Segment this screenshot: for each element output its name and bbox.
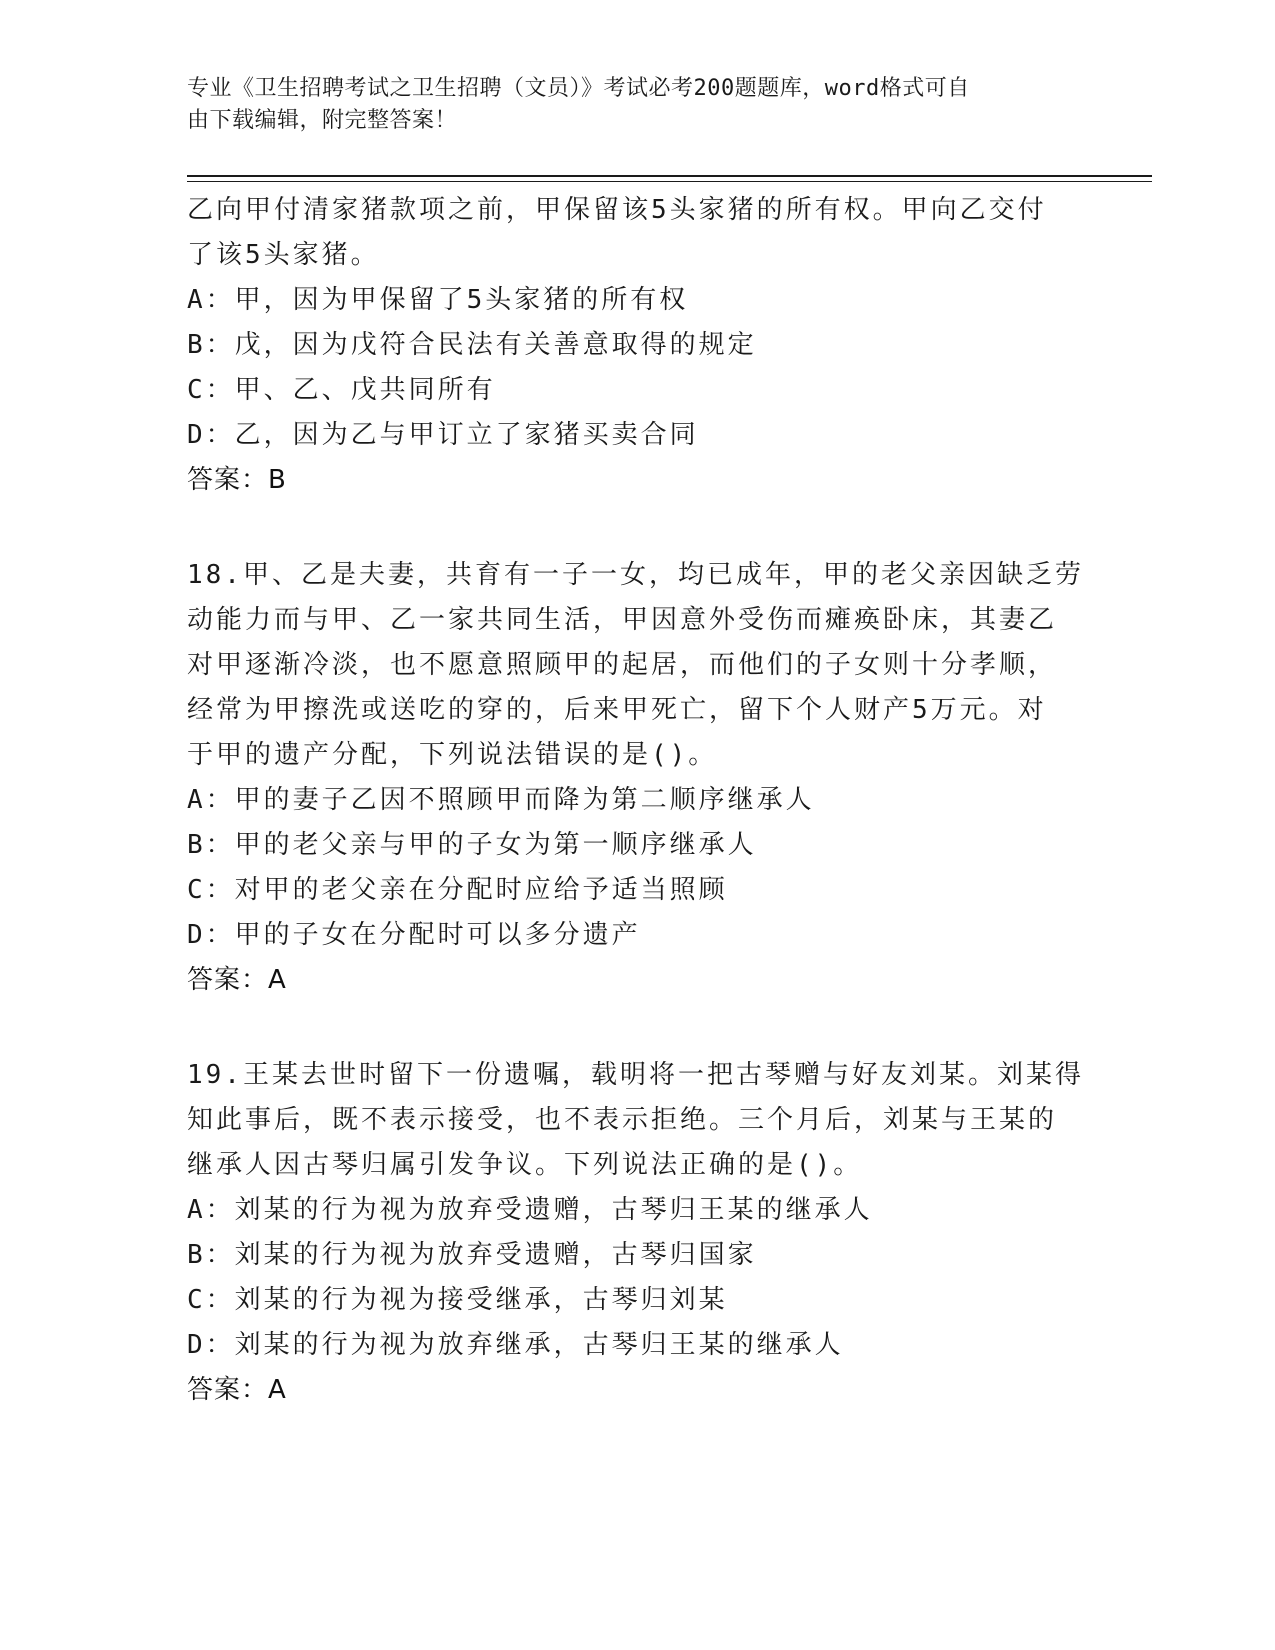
question-stem-line: 经常为甲擦洗或送吃的穿的，后来甲死亡，留下个人财产5万元。对 [187,695,1047,725]
header-line-2: 由下载编辑，附完整答案！ [187,108,458,133]
answer-line: 答案：B [187,465,287,495]
option-d: D：刘某的行为视为放弃继承，古琴归王某的继承人 [187,1330,844,1360]
question-stem-line: 于甲的遗产分配，下列说法错误的是()。 [187,740,718,770]
question-stem-line: 继承人因古琴归属引发争议。下列说法正确的是()。 [187,1150,863,1180]
option-a: A：甲，因为甲保留了5头家猪的所有权 [187,285,689,315]
question-19 [187,1053,1087,1413]
document-body [187,188,1087,1413]
question-spacer [187,1003,1087,1053]
answer-line: 答案：A [187,965,287,995]
option-c: C：刘某的行为视为接受继承，古琴归刘某 [187,1285,728,1315]
option-c: C：甲、乙、戊共同所有 [187,375,496,405]
option-b: B：戊，因为戊符合民法有关善意取得的规定 [187,330,757,360]
question-18 [187,553,1087,1003]
question-spacer [187,503,1087,553]
question-17 [187,188,1087,503]
answer-line: 答案：A [187,1375,287,1405]
option-a: A：刘某的行为视为放弃受遗赠，古琴归王某的继承人 [187,1195,873,1225]
option-d: D：乙，因为乙与甲订立了家猪买卖合同 [187,420,699,450]
question-stem-line: 了该5头家猪。 [187,240,380,270]
header-line-1: 专业《卫生招聘考试之卫生招聘（文员）》考试必考200题题库，word格式可自 [187,76,970,101]
question-stem-line: 乙向甲付清家猪款项之前，甲保留该5头家猪的所有权。甲向乙交付 [187,195,1047,225]
question-stem-line: 知此事后，既不表示接受，也不表示拒绝。三个月后，刘某与王某的 [187,1105,1058,1135]
header-divider-thin [187,181,1152,182]
option-a: A：甲的妻子乙因不照顾甲而降为第二顺序继承人 [187,785,815,815]
option-d: D：甲的子女在分配时可以多分遗产 [187,920,641,950]
option-b: B：甲的老父亲与甲的子女为第一顺序继承人 [187,830,757,860]
option-c: C：对甲的老父亲在分配时应给予适当照顾 [187,875,728,905]
question-stem-line: 19.王某去世时留下一份遗嘱，载明将一把古琴赠与好友刘某。刘某得 [187,1060,1084,1090]
question-stem-line: 对甲逐渐冷淡，也不愿意照顾甲的起居，而他们的子女则十分孝顺， [187,650,1058,680]
question-stem-line: 18.甲、乙是夫妻，共育有一子一女，均已成年，甲的老父亲因缺乏劳 [187,560,1084,590]
header-divider-thick [187,175,1152,177]
option-b: B：刘某的行为视为放弃受遗赠，古琴归国家 [187,1240,757,1270]
question-stem-line: 动能力而与甲、乙一家共同生活，甲因意外受伤而瘫痪卧床，其妻乙 [187,605,1058,635]
document-header [187,73,1067,137]
